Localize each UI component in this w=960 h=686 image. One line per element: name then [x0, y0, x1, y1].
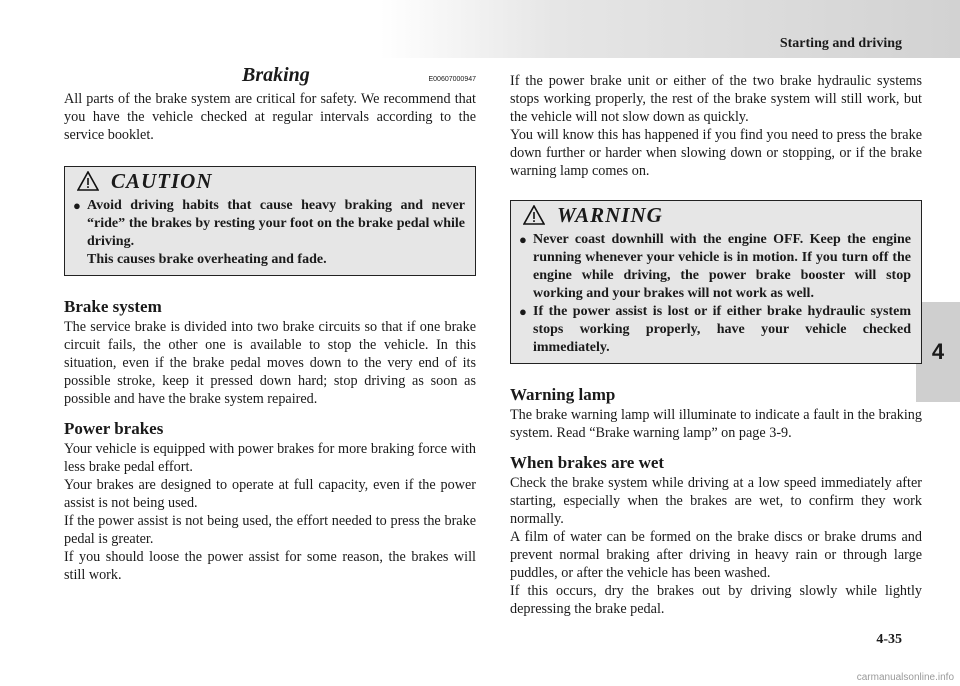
warning-item-text: Never coast downhill with the engine OFF. Keep the engine running whenever your vehicle is in motion. If you turn off the engine while driving, the power brake booster will stop working and your brakes will not work as well.: [533, 232, 911, 301]
caution-body: [65, 195, 475, 275]
caution-header: [65, 167, 475, 195]
warning-lamp-text: The brake warning lamp will illuminate to indicate a fault in the braking system. Read “Brake warning lamp” on page 3-9.: [510, 407, 922, 441]
caution-box: [64, 166, 476, 276]
bullet-icon: ●: [519, 304, 527, 319]
page-number: 4-35: [876, 632, 902, 647]
right-p2: You will know this has happened if you find you need to press the brake down further or harder when slowing down or stopping, or if the brake warning lamp comes on.: [510, 127, 922, 179]
right-column: [510, 72, 922, 618]
warning-label: WARNING: [557, 202, 663, 227]
warning-item-text: If the power assist is lost or if either brake hydraulic system stops working properly, have your vehicle checked immediately.: [533, 304, 911, 355]
warning-header: [511, 201, 921, 229]
power-brakes-p3: If the power assist is not being used, the effort needed to press the brake pedal is greater.: [64, 513, 476, 547]
intro-paragraph: All parts of the brake system are critical for safety. We recommend that you have the vehicle checked at regular intervals according to the service booklet.: [64, 91, 476, 143]
right-p1: If the power brake unit or either of the two brake hydraulic systems stops working properly, the rest of the brake system will still work, but the vehicle will not slow down as quickly.: [510, 73, 922, 125]
warning-triangle-icon: [77, 171, 99, 191]
chapter-tab: [916, 302, 960, 402]
power-brakes-p4: If you should loose the power assist for some reason, the brakes will still work.: [64, 549, 476, 583]
brake-system-heading: Brake system: [64, 297, 162, 316]
left-column: [64, 64, 476, 584]
wet-brakes-p2: A film of water can be formed on the brake discs or brake drums and prevent normal braking after driving in heavy rain or through large puddles, or after the vehicle has been washed.: [510, 529, 922, 581]
warning-lamp-heading: Warning lamp: [510, 385, 616, 404]
warning-box: [510, 200, 922, 364]
wet-brakes-p1: Check the brake system while driving at a low speed immediately after starting, especially when the brakes are wet, to confirm they work normally.: [510, 475, 922, 527]
wet-brakes-p3: If this occurs, dry the brakes out by driving slowly while lightly depressing the brake pedal.: [510, 583, 922, 617]
caution-item-text: Avoid driving habits that cause heavy braking and never “ride” the brakes by resting your foot on the brake pedal while driving. This causes brake overheating and fade.: [87, 198, 465, 267]
section-title-row: [64, 64, 476, 90]
warning-body: [511, 229, 921, 363]
section-title: Braking: [242, 64, 310, 86]
warning-item: [519, 231, 911, 303]
brake-system-text: The service brake is divided into two brake circuits so that if one brake circuit fails, the other one is available to stop the vehicle. In this situation, even if the brake pedal moves down to the very end of its possible stroke, keep it pressed down hard; stop driving as soon as possible and have the brake system repaired.: [64, 319, 476, 407]
chapter-number: 4: [931, 339, 945, 364]
power-brakes-p1: Your vehicle is equipped with power brakes for more braking force with less brake pedal effort.: [64, 441, 476, 475]
bullet-icon: ●: [73, 198, 81, 213]
warning-triangle-icon: [523, 205, 545, 225]
warning-item: [519, 303, 911, 357]
header-title: Starting and driving: [779, 36, 902, 51]
section-code: E00607000947: [428, 76, 476, 83]
power-brakes-p2: Your brakes are designed to operate at full capacity, even if the power assist is not being used.: [64, 477, 476, 511]
bullet-icon: ●: [519, 232, 527, 247]
watermark: carmanualsonline.info: [856, 672, 954, 683]
power-brakes-heading: Power brakes: [64, 419, 164, 438]
caution-item: [73, 197, 465, 269]
caution-label: CAUTION: [111, 168, 213, 193]
wet-brakes-heading: When brakes are wet: [510, 453, 665, 472]
